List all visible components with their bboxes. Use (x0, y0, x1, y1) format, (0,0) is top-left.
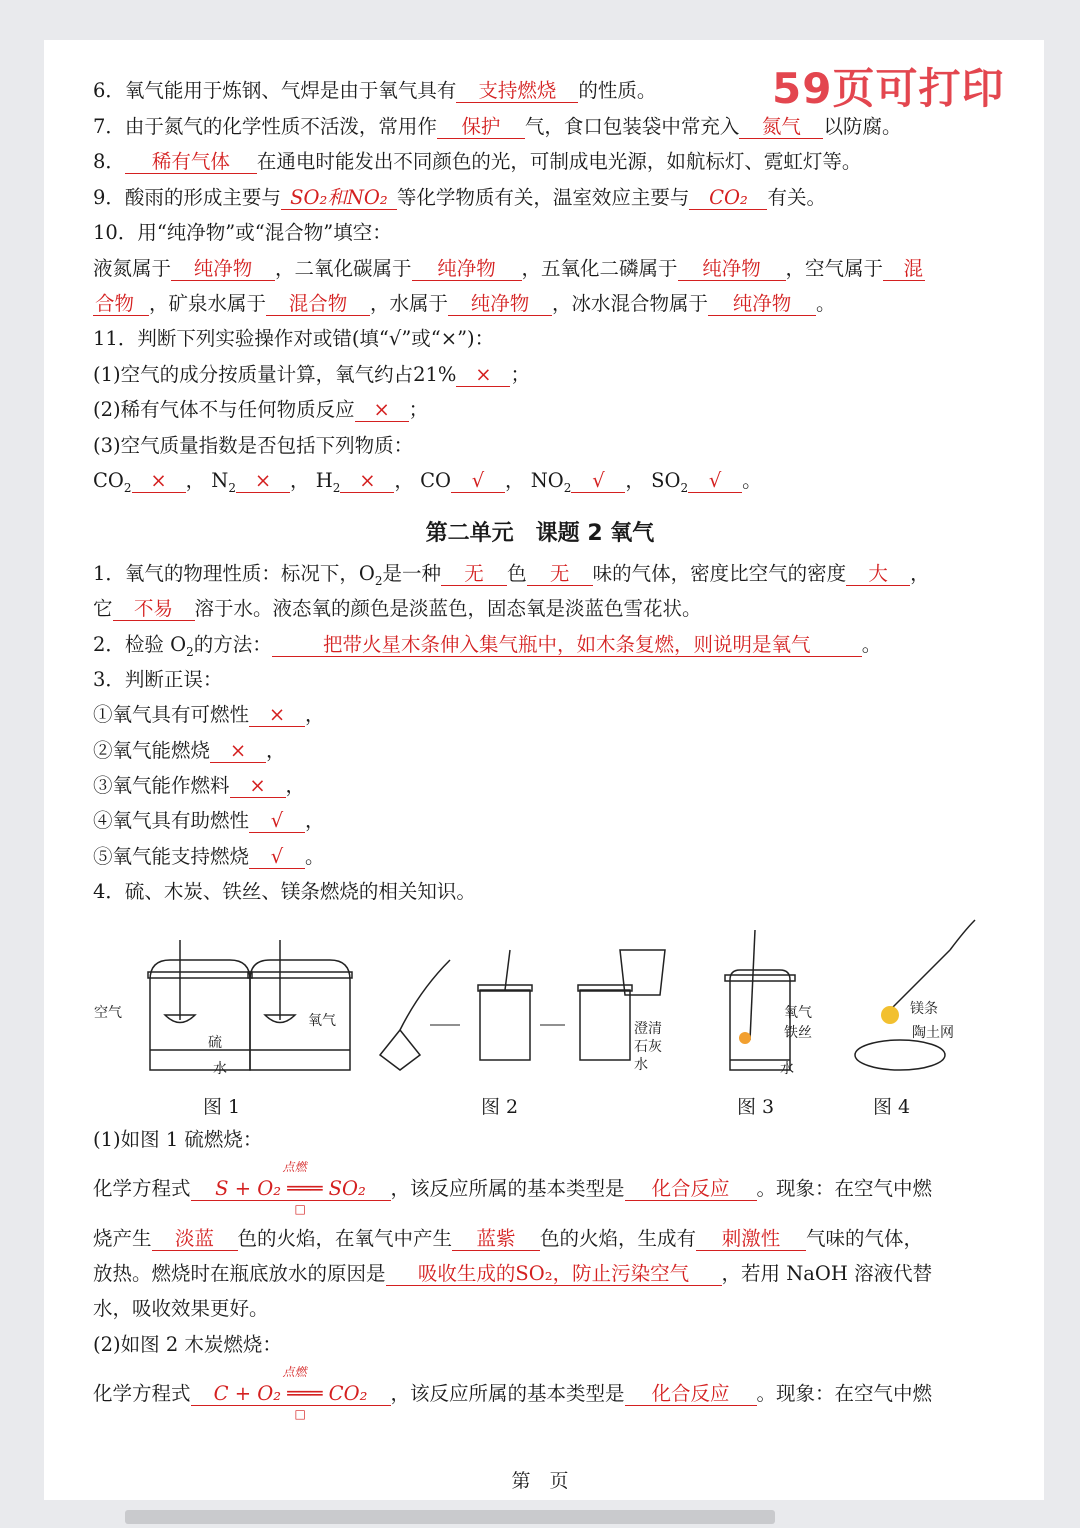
question-11-items: $CO_2$ × ， $N_2$ × ， $H_2$ × ， CO √ ， $NO_2$ √ ， $SO_2$ √ 。 (93, 469, 762, 495)
answer-blank: 无 (441, 563, 507, 586)
label-oxygen-fig3: 氧气 (784, 1005, 812, 1021)
oxygen-q2: 2．检验 $O_2$的方法： 把带火星木条伸入集气瓶中，如木条复燃，则说明是氧气 。 (93, 633, 882, 659)
answer-blank: 纯净物 (412, 258, 522, 281)
iron-spark-icon (739, 1032, 751, 1044)
question-11-1: (1)空气的成分按质量计算，氧气约占21% × ； (93, 363, 530, 386)
label-air: 空气 (94, 1005, 122, 1021)
part1-line3: 放热。燃烧时在瓶底放水的原因是 吸收生成的SO₂，防止污染空气 ，若用 NaOH 溶液代替 (93, 1262, 933, 1285)
label-gauze: 陶土网 (912, 1025, 954, 1041)
answer-blank: × (355, 399, 409, 422)
print-watermark: 59页可打印 (772, 64, 1005, 113)
answer-blank: 吸收生成的SO₂，防止污染空气 (386, 1263, 722, 1286)
oxygen-q3-item: ①氧气具有可燃性 × ， (93, 703, 325, 726)
label-iron-wire: 铁丝 (784, 1025, 812, 1041)
answer-blank: 淡蓝 (152, 1228, 238, 1251)
question-11-title: 11．判断下列实验操作对或错(填“√”或“×”)： (93, 327, 495, 350)
answer-blank: 化合反应 (625, 1178, 757, 1201)
equation-sulfur: 点燃 S + O₂ ═══ SO₂ □ (191, 1178, 391, 1201)
answer-blank: 氮气 (739, 116, 823, 139)
question-11-2: (2)稀有气体不与任何物质反应 × ； (93, 398, 429, 421)
oxygen-q3-item: ③氧气能作燃料 × ， (93, 774, 306, 797)
question-10-line2: 合物 ，矿泉水属于 混合物 ，水属于 纯净物 ，冰水混合物属于 纯净物 。 (95, 292, 836, 315)
answer-blank: 稀有气体 (125, 151, 257, 174)
answer-blank: 混 (883, 258, 925, 281)
oxygen-q1-line1: 1．氧气的物理性质：标况下，$O_2$是一种 无 色 无 味的气体，密度比空气的密度 大 ， (93, 562, 930, 588)
answer-blank: 蓝紫 (452, 1228, 540, 1251)
label-magnesium: 镁条 (910, 1001, 938, 1017)
magnesium-flame-icon (881, 1006, 899, 1024)
oxygen-q3-title: 3．判断正误： (93, 668, 223, 691)
section-heading: 第二单元 课题 2 氧气 (425, 521, 655, 546)
answer-blank: 化合反应 (625, 1383, 757, 1406)
part1-title: (1)如图 1 硫燃烧： (93, 1128, 263, 1151)
answer-blank: × (132, 470, 186, 493)
label-sulfur: 硫 (208, 1035, 222, 1051)
part2-title: (2)如图 2 木炭燃烧： (93, 1333, 282, 1356)
answer-blank: 合物 (93, 293, 149, 316)
label-limewater-3: 水 (634, 1057, 648, 1073)
question-9: 9．酸雨的形成主要与 SO₂和NO₂ 等化学物质有关，温室效应主要与 CO₂ 有关。 (93, 186, 826, 209)
oxygen-q3-item: ②氧气能燃烧 × ， (93, 739, 286, 762)
question-8: 8． 稀有气体 在通电时能发出不同颜色的光，可制成电光源，如航标灯、霓虹灯等。 (93, 150, 862, 173)
answer-blank: 无 (527, 563, 593, 586)
question-6: 6．氧气能用于炼钢、气焊是由于氧气具有 支持燃烧 的性质。 (93, 79, 657, 102)
answer-blank: CO₂ (689, 187, 767, 210)
question-11-3: (3)空气质量指数是否包括下列物质： (93, 434, 414, 457)
answer-blank: 混合物 (266, 293, 370, 316)
answer-blank: SO₂和NO₂ (281, 187, 397, 210)
answer-blank: 纯净物 (708, 293, 816, 316)
label-water-fig3: 水 (780, 1061, 794, 1077)
label-limewater-2: 石灰 (634, 1039, 662, 1055)
question-10-line1: 液氮属于 纯净物 ，二氧化碳属于 纯净物 ，五氧化二磷属于 纯净物 ，空气属于 混 (93, 257, 924, 280)
answer-blank: 纯净物 (678, 258, 786, 281)
answer-blank: 纯净物 (171, 258, 275, 281)
horizontal-scrollbar[interactable] (125, 1510, 775, 1524)
answer-blank: 把带火星木条伸入集气瓶中，如木条复燃，则说明是氧气 (272, 634, 862, 657)
answer-blank: √ (688, 470, 742, 493)
answer-blank: 大 (846, 563, 910, 586)
answer-blank: × (456, 364, 510, 387)
page-footer: 第 页 (511, 1470, 569, 1492)
answer-blank: 刺激性 (696, 1228, 806, 1251)
label-water: 水 (213, 1061, 227, 1077)
oxygen-q3-item: ④氧气具有助燃性 √ ， (93, 809, 325, 832)
answer-blank: 不易 (113, 598, 195, 621)
answer-blank: × (340, 470, 394, 493)
oxygen-q4-title: 4．硫、木炭、铁丝、镁条燃烧的相关知识。 (93, 880, 476, 903)
part1-line2: 烧产生 淡蓝 色的火焰，在氧气中产生 蓝紫 色的火焰，生成有 刺激性 气味的气体， (93, 1227, 924, 1250)
figure-3-caption: 图 3 (737, 1096, 775, 1118)
oxygen-q1-line2: 它 不易 溶于水。液态氧的颜色是淡蓝色，固态氧是淡蓝色雪花状。 (93, 597, 702, 620)
question-7: 7．由于氮气的化学性质不活泼，常用作 保护 气，食口包装袋中常充入 氮气 以防腐。 (93, 115, 902, 138)
part1-line4: 水，吸收效果更好。 (93, 1297, 269, 1320)
answer-blank: 纯净物 (448, 293, 552, 316)
part2-line1: 化学方程式 点燃 C + O₂ ═══ CO₂ □ ，该反应所属的基本类型是 化合反应 。现象：在空气中燃 (93, 1365, 933, 1421)
figure-4-caption: 图 4 (873, 1096, 911, 1118)
answer-blank: × (236, 470, 290, 493)
answer-blank: √ (451, 470, 505, 493)
label-limewater-1: 澄清 (634, 1021, 662, 1037)
equation-carbon: 点燃 C + O₂ ═══ CO₂ □ (191, 1383, 391, 1406)
part1-line1: 化学方程式 点燃 S + O₂ ═══ SO₂ □ ，该反应所属的基本类型是 化合反应 。现象：在空气中燃 (93, 1160, 933, 1216)
question-10-title: 10．用“纯净物”或“混合物”填空： (93, 221, 392, 244)
label-oxygen: 氧气 (308, 1013, 336, 1029)
figure-2-caption: 图 2 (481, 1096, 519, 1118)
answer-blank: √ (571, 470, 625, 493)
oxygen-q3-item: ⑤氧气能支持燃烧 √ 。 (93, 845, 325, 868)
answer-blank: 支持燃烧 (456, 80, 578, 103)
figure-1-caption: 图 1 (203, 1096, 241, 1118)
answer-blank: 保护 (437, 116, 525, 139)
